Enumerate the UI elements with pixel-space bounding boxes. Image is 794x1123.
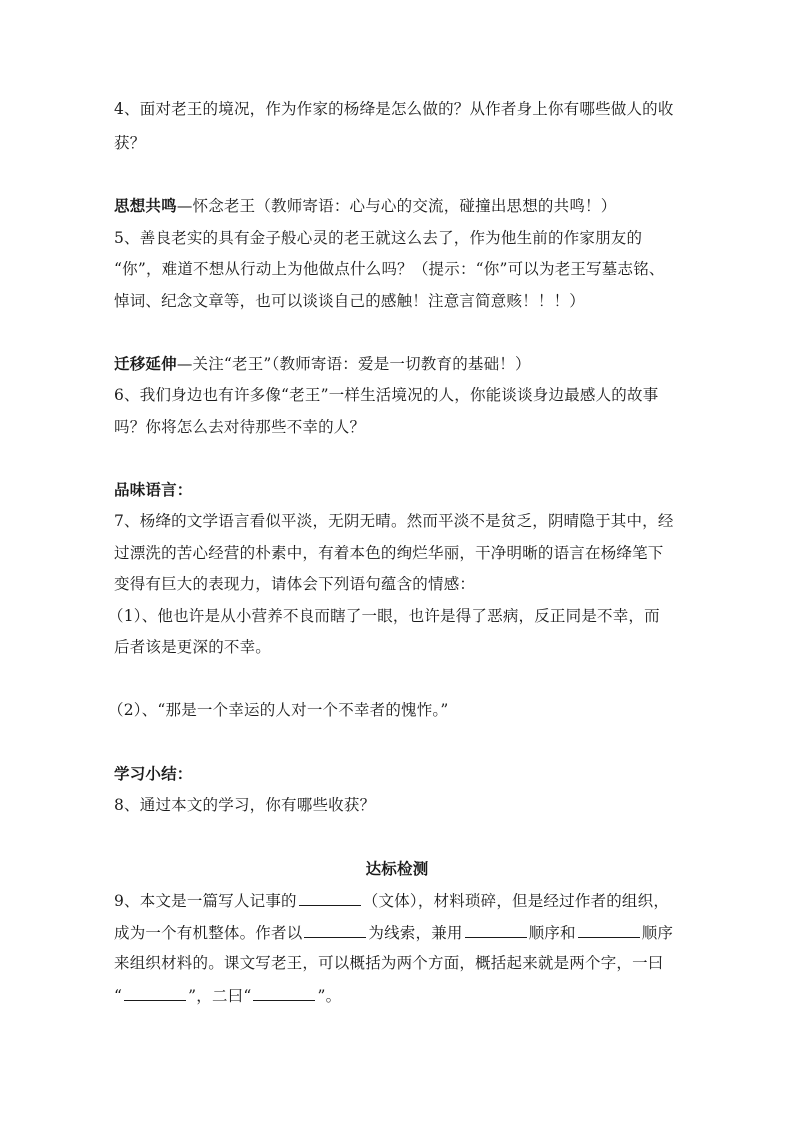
question-4-line-1: 4、面对老王的境况，作为作家的杨绛是怎么做的？从作者身上你有哪些做人的收: [114, 100, 674, 118]
question-7-sub-1-line-2: 后者该是更深的不幸。: [114, 638, 272, 656]
question-9-line-3: 来组织材料的。课文写老王，可以概括为两个方面，概括起来就是两个字，一曰: [114, 954, 664, 972]
q9-text-1b: （文体），材料琐碎，但是经过作者的组织，: [362, 892, 670, 910]
question-6-line-2: 吗？你将怎么去对待那些不幸的人？: [114, 418, 366, 436]
section-heading-resonance: [114, 196, 694, 216]
q9-text-1a: 9、本文是一篇写人记事的: [114, 892, 297, 910]
answer-blank-word-1[interactable]: [124, 985, 186, 1001]
question-7-sub-2: （2）、“那是一个幸运的人对一个不幸者的愧怍。”: [108, 701, 449, 719]
heading-text: 思想共鸣: [114, 196, 177, 215]
question-5-line-3: 悼词、纪念文章等，也可以谈谈自己的感触！注意言简意赅！！！）: [114, 292, 586, 310]
section-heading-assessment: 达标检测: [365, 859, 429, 878]
heading-subtitle: —关注“老王”（教师寄语：爱是一切教育的基础！）: [176, 355, 531, 373]
heading-text: 迁移延伸: [114, 354, 177, 373]
heading-subtitle: —怀念老王（教师寄语：心与心的交流，碰撞出思想的共鸣！）: [176, 197, 617, 215]
q9-text-4a: “: [114, 987, 123, 1005]
question-5-line-2: “你”，难道不想从行动上为他做点什么吗？（提示：“你”可以为老王写墓志铭、: [114, 260, 665, 278]
question-9-line-2: [114, 922, 694, 943]
section-heading-extension: [114, 354, 694, 374]
question-9-line-4: [114, 985, 694, 1006]
question-5-line-1: 5、善良老实的具有金子般心灵的老王就这么去了，作为他生前的作家朋友的: [114, 229, 643, 247]
q9-text-2c: 顺序和: [528, 924, 576, 942]
q9-text-4b: ”，二曰“: [188, 987, 252, 1005]
q9-text-2a: 成为一个有机整体。作者以: [114, 924, 303, 942]
question-9-line-1: [114, 890, 694, 911]
answer-blank-clue[interactable]: [304, 922, 366, 938]
question-7-line-3: 变得有巨大的表现力，请体会下列语句蕴含的情感：: [114, 575, 476, 593]
q9-text-2b: 为线索，兼用: [368, 924, 463, 942]
answer-blank-order-2[interactable]: [578, 922, 640, 938]
q9-text-4c: ”。: [317, 987, 342, 1005]
question-7-line-2: 过漂洗的苦心经营的朴素中，有着本色的绚烂华丽，干净明晰的语言在杨绛笔下: [114, 544, 664, 562]
answer-blank-order-1[interactable]: [465, 922, 527, 938]
question-7-line-1: 7、杨绛的文学语言看似平淡，无阴无晴。然而平淡不是贫乏，阴晴隐于其中，经: [114, 512, 674, 530]
answer-blank-word-2[interactable]: [253, 985, 315, 1001]
section-heading-summary: 学习小结：: [114, 764, 193, 783]
q9-text-2d: 顺序: [641, 924, 674, 942]
question-7-sub-1-line-1: （1）、他也许是从小营养不良而瞎了一眼，也许是得了恶病，反正同是不幸，而: [108, 607, 660, 625]
question-6-line-1: 6、我们身边也有许多像“老王”一样生活境况的人，你能谈谈身边最感人的故事: [114, 386, 659, 404]
question-4-line-2: 获？: [114, 134, 146, 152]
answer-blank-genre[interactable]: [299, 890, 361, 906]
question-8-line-1: 8、通过本文的学习，你有哪些收获？: [114, 796, 376, 814]
section-heading-language: 品味语言：: [114, 480, 193, 499]
